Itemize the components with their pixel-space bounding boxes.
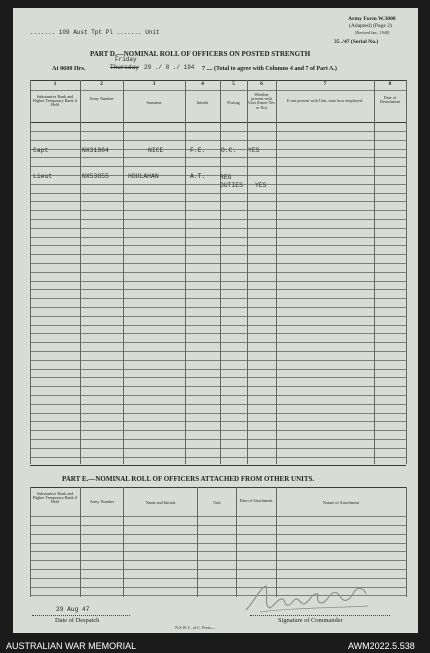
e-col-header-name: Name and Initials: [145, 500, 176, 505]
row1-surname: NICE: [148, 147, 164, 154]
ruled-line: [30, 333, 406, 334]
row2-army-number: NX53855: [82, 173, 109, 180]
col-num-3: 3: [152, 81, 156, 87]
col-num-5: 5: [232, 81, 235, 87]
ruled-line: [30, 193, 406, 194]
despatch-date-label: Date of Despatch: [55, 617, 100, 624]
despatch-date: 29 Aug 47: [56, 606, 90, 613]
row1-initials: F.E.: [190, 147, 206, 154]
at-hours-label: At 0600 Hrs.: [52, 65, 86, 72]
ruled-line: [30, 457, 406, 458]
row1-present: YES: [248, 147, 260, 154]
form-revised: [Revised Jan., 1940]: [355, 30, 390, 35]
col-num-1: 1: [53, 81, 57, 87]
e-col-header-rank: Substantive Rank and Higher Temporary Rank if Held: [32, 491, 78, 505]
ruled-line: [30, 210, 406, 211]
col-header-army-number: Army Number: [89, 96, 114, 101]
ruled-line: [30, 263, 406, 264]
ruled-line: [30, 219, 406, 220]
ruled-line: [30, 342, 406, 343]
signature-label: Signature of Commander: [278, 617, 343, 624]
col-num-6: 6: [260, 81, 263, 87]
e-col-header-nature: Nature of Attachment: [322, 500, 360, 505]
ruled-line: [30, 369, 406, 370]
col-header-detachment: Date of Detachment: [379, 95, 401, 105]
col-header-employed: If not present with Unit, state how employed.: [287, 98, 363, 103]
ruled-line: [30, 525, 406, 526]
roll-date: 29 ./ 8 ./ 194: [144, 64, 195, 71]
serial-number: 35 ./47 (Serial No.): [334, 39, 379, 45]
ruled-line: [30, 360, 406, 361]
form-adapted: (Adapted) (Page 2): [349, 23, 392, 29]
col-header-initials: Initials: [196, 100, 209, 105]
row2-surname: HOULAHAN: [128, 173, 159, 180]
ruled-line: [30, 157, 406, 158]
archive-accession: AWM2022.5.538: [348, 641, 415, 651]
printer-imprint: N.S.W. L. of C. Press—: [175, 625, 216, 630]
ruled-line: [30, 448, 406, 449]
part-d-title: PART D.—NOMINAL ROLL OF OFFICERS ON POSTED STRENGTH: [90, 50, 311, 58]
row2-rank: Lieut: [33, 173, 53, 180]
ruled-line: [30, 245, 406, 246]
roll-date-suffix: 7 .... (Total to agree with Columns 4 and 7 of Part A.): [202, 66, 337, 72]
e-col-header-date: Date of Attachment: [239, 498, 273, 503]
ruled-line: [30, 404, 406, 405]
ruled-line: [30, 316, 406, 317]
ruled-line: [30, 131, 406, 132]
ruled-line: [30, 560, 406, 561]
commander-signature: [240, 578, 380, 618]
ruled-line: [30, 421, 406, 422]
ruled-line: [30, 298, 406, 299]
row2-posting: REG DUTIES: [220, 174, 244, 190]
unit-line: ....... 109 Aust Tpt Pl ....... Unit: [30, 29, 160, 36]
ruled-line: [30, 289, 406, 290]
col-num-7: 7: [323, 81, 327, 87]
ruled-line: [30, 413, 406, 414]
col-num-8: 8: [388, 81, 392, 87]
ruled-line: [30, 281, 406, 282]
row1-rank: Capt: [33, 147, 49, 154]
ruled-line: [30, 166, 406, 167]
col-num-4: 4: [201, 81, 204, 87]
col-header-present: Whether present with Unit (Insert Yes or No): [248, 92, 275, 110]
e-col-header-unit: Unit: [213, 500, 221, 505]
ruled-line: [30, 395, 406, 396]
row2-present: YES: [255, 182, 267, 189]
ruled-line: [30, 439, 406, 440]
ruled-line: [30, 534, 406, 535]
ruled-line: [30, 551, 406, 552]
ruled-line: [30, 430, 406, 431]
form-code: Army Form W.3008: [348, 16, 396, 22]
ruled-line: [30, 569, 406, 570]
ruled-line: [30, 307, 406, 308]
day-struck: Thursday: [110, 64, 139, 71]
ruled-line: [30, 351, 406, 352]
row1-posting: O.C.: [221, 147, 237, 154]
ruled-line: [30, 228, 406, 229]
ruled-line: [30, 237, 406, 238]
row2-initials: A.T.: [190, 173, 206, 180]
e-col-header-army-number: Army Number: [89, 499, 115, 504]
row1-army-number: NX31984: [82, 147, 109, 154]
col-header-surname: Surname: [146, 100, 162, 105]
col-header-posting: Posting: [227, 100, 240, 105]
ruled-line: [30, 386, 406, 387]
ruled-line: [30, 140, 406, 141]
ruled-line: [30, 543, 406, 544]
ruled-line: [30, 201, 406, 202]
archive-credit: AUSTRALIAN WAR MEMORIAL: [6, 641, 137, 651]
col-num-2: 2: [100, 81, 103, 87]
col-header-rank: Substantive Rank and Higher Temporary Rank if Held: [32, 94, 78, 108]
part-e-title: PART E.—NOMINAL ROLL OF OFFICERS ATTACHED FROM OTHER UNITS.: [62, 475, 315, 483]
ruled-line: [30, 325, 406, 326]
ruled-line: [30, 272, 406, 273]
ruled-line: [30, 377, 406, 378]
ruled-line: [30, 254, 406, 255]
ruled-line: [30, 184, 406, 185]
day-typed: Friday: [115, 56, 137, 63]
